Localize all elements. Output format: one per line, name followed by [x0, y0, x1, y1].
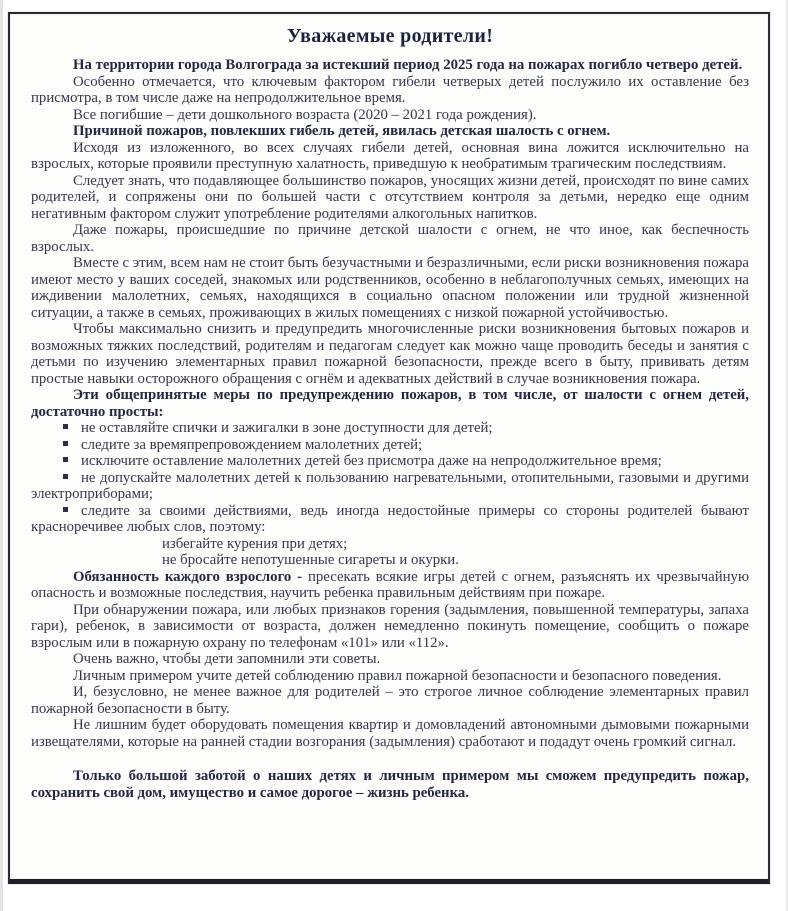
paragraph-key-factor: Особенно отмечается, что ключевым фактором гибели четверых детей послужило их оставление без присмотра, в том числе даже на непродолжительное время. — [31, 73, 749, 106]
paragraph-fire-cause: Причиной пожаров, повлекших гибель детей, явилась детская шалость с огнем. — [73, 123, 611, 139]
bullet-text: не оставляйте спички и зажигалки в зоне доступности для детей; — [81, 420, 493, 436]
paragraph-parents-blame: Следует знать, что подавляющее большинство пожаров, уносящих жизни детей, происходят по вине самих родителей, и сопряжены они по большей части с отсутствием контроля за детьми, нередко еще одним негативным фактором служит употребление родителями алкогольных напитков. — [31, 172, 750, 222]
paragraph-victims-age: Все погибшие – дети дошкольного возраста (2020 – 2021 года рождения). — [73, 106, 537, 123]
bullet-item-supervision — [31, 437, 749, 454]
sub-item-cigarettes: не бросайте непотушенные сигареты и окурки. — [162, 552, 459, 568]
bullet-text: следите за своими действиями, ведь иногда недостойные примеры со стороны родителей бывают красноречивее любых слов, поэтому: — [31, 502, 749, 535]
bullet-item-own-actions — [31, 503, 749, 536]
duty-lead-text: Обязанность каждого взрослого - — [73, 568, 308, 585]
paragraph-own-compliance: И, безусловно, не менее важное для родителей – это строгое личное соблюдение элементарных правил пожарной безопасности в быту. — [31, 684, 749, 717]
bullet-square-icon — [63, 474, 68, 479]
paragraph-adult-fault: Исходя из изложенного, во всех случаях гибели детей, основная вина ложится исключительно на взрослых, которые проявили преступную халатность, приведшую к необратимым трагическим последствиям. — [31, 139, 749, 172]
duty-rest-text: пресекать всякие игры детей с огнем, разъяснять их чрезвычайную опасность и возможные последствия, научить ребенка правильным действиям при пожаре. — [31, 568, 749, 601]
document-frame — [8, 12, 770, 884]
paragraph-carelessness: Даже пожары, происшедшие по причине детской шалости с огнем, не что иное, как беспечность взрослых. — [31, 222, 749, 255]
paragraph-remember-advice: Очень важно, чтобы дети запомнили эти советы. — [73, 651, 381, 667]
bullet-square-icon — [63, 507, 68, 512]
bullet-item-appliances — [31, 470, 749, 503]
paragraph-adult-duty — [31, 569, 749, 602]
bullet-square-icon — [63, 457, 68, 462]
bullet-text: не допускайте малолетних детей к пользованию нагревательными, отопительными, газовыми и другими электроприборами; — [31, 469, 749, 502]
paragraph-prevention-talks: Чтобы максимально снизить и предупредить многочисленные риски возникновения бытовых пожаров и возможных тяжких последствий, родителям и педагогам следует как можно чаще проводить беседы и занятия с детьми по изучению элементарных правил пожарной безопасности, прежде всего в быту, прививать детям простые навыки осторожного обращения с огнём и адекватных действий в случае возникновения пожара. — [31, 321, 749, 387]
paragraph-personal-example: Личным примером учите детей соблюдению правил пожарной безопасности и безопасного поведения. — [73, 667, 722, 684]
measures-heading: Эти общепринятые меры по предупреждению пожаров, в том числе, от шалости с огнем детей, достаточно просты: — [31, 387, 749, 420]
sub-item-no-smoking: избегайте курения при детях; — [162, 535, 348, 552]
bullet-text: следите за времяпрепровождением малолетних детей; — [81, 436, 423, 453]
bullet-item-no-unattended — [31, 453, 749, 470]
final-appeal-paragraph: Только большой заботой о наших детях и личным примером мы сможем предупредить пожар, сохранить свой дом, имущество и самое дорогое – жизнь ребенка. — [31, 768, 749, 801]
page-title: Уважаемые родители! — [286, 25, 494, 47]
bullet-square-icon — [63, 424, 68, 429]
bullet-text: исключите оставление малолетних детей без присмотра даже на непродолжительное время; — [81, 453, 662, 469]
paragraph-smoke-detectors: Не лишним будет оборудовать помещения квартир и домовладений автономными дымовыми пожарными извещателями, которые на ранней стадии возгорания (задымления) сработают и подадут очень громкий сигнал. — [31, 717, 749, 750]
bullet-square-icon — [63, 441, 68, 446]
scanner-edge-artifact-left — [0, 0, 3, 911]
paragraph-fire-detection: При обнаружении пожара, или любых признаков горения (задымления, повышенной температуры, запаха гари), ребенок, в зависимости от возраста, должен немедленно покинуть помещение, сообщить о пожаре взрослым или в пожарную охрану по телефонам «101» или «112». — [31, 601, 749, 651]
paragraph-neighbors-risk: Вместе с этим, всем нам не стоит быть безучастными и безразличными, если риски возникновения пожара имеют место у ваших соседей, знакомых или родственников, особенно в неблагополучных семьях, имеющих на иждивении малолетних, семьях, находящихся в социально опасном положении или трудной жизненной ситуации, а также в семьях, проживающих в жилых помещениях с низкой пожарной устойчивостью. — [31, 255, 749, 321]
bullet-item-matches — [31, 420, 749, 437]
paragraph-deaths-statistic: На территории города Волгограда за истекший период 2025 года на пожарах погибло четверо детей. — [73, 57, 743, 73]
